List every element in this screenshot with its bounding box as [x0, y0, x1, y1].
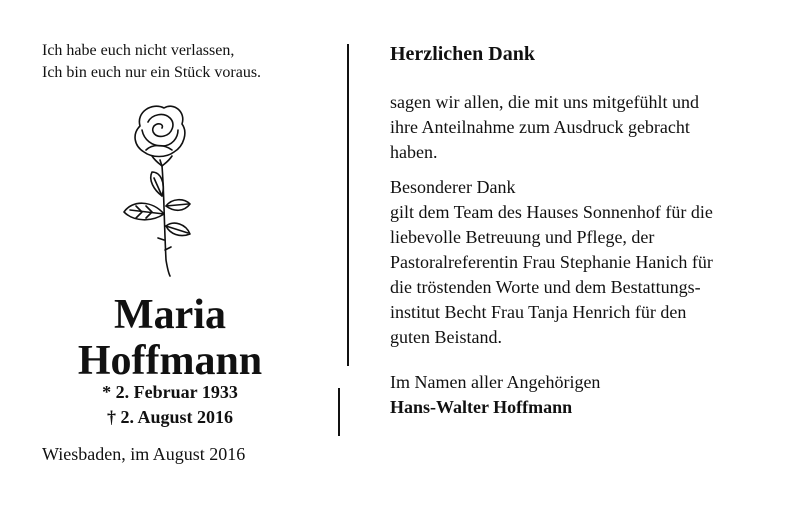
special-thanks-paragraph: [390, 175, 713, 350]
special-thanks-line: Besonderer Dank: [390, 177, 516, 197]
death-date: † 2. August 2016: [106, 407, 234, 427]
closing-line: Im Namen aller Angehörigen: [390, 372, 601, 392]
closing-block: [390, 370, 600, 420]
special-thanks-line: liebevolle Betreuung und Pflege, der: [390, 227, 655, 247]
rose-icon: [112, 100, 206, 280]
special-thanks-line: guten Beistand.: [390, 327, 502, 347]
column-divider-lower: [338, 388, 340, 436]
quote-line-2: Ich bin euch nur ein Stück voraus.: [42, 64, 262, 81]
thanks-line: haben.: [390, 142, 438, 162]
first-name: Maria: [114, 292, 226, 338]
signer-name: Hans-Walter Hoffmann: [390, 397, 573, 417]
thanks-paragraph: [390, 90, 699, 165]
quote-line-1: Ich habe euch nicht verlassen,: [42, 42, 235, 59]
special-thanks-line: die tröstenden Worte und dem Bestattungs-: [390, 277, 701, 297]
birth-date: * 2. Februar 1933: [102, 382, 238, 402]
life-dates: [20, 380, 320, 430]
memorial-quote: [42, 40, 342, 84]
column-divider: [347, 44, 349, 366]
thanks-column: [390, 40, 790, 417]
thanks-line: sagen wir allen, die mit uns mitgefühlt und: [390, 92, 699, 112]
place-and-date: Wiesbaden, im August 2016: [42, 444, 246, 464]
deceased-name: [20, 292, 320, 384]
special-thanks-line: gilt dem Team des Hauses Sonnenhof für die: [390, 202, 713, 222]
thanks-heading: Herzlichen Dank: [390, 43, 535, 65]
last-name: Hoffmann: [77, 338, 263, 384]
special-thanks-line: institut Becht Frau Tanja Henrich für den: [390, 302, 687, 322]
thanks-line: ihre Anteilnahme zum Ausdruck gebracht: [390, 117, 690, 137]
special-thanks-line: Pastoralreferentin Frau Stephanie Hanich für: [390, 252, 713, 272]
